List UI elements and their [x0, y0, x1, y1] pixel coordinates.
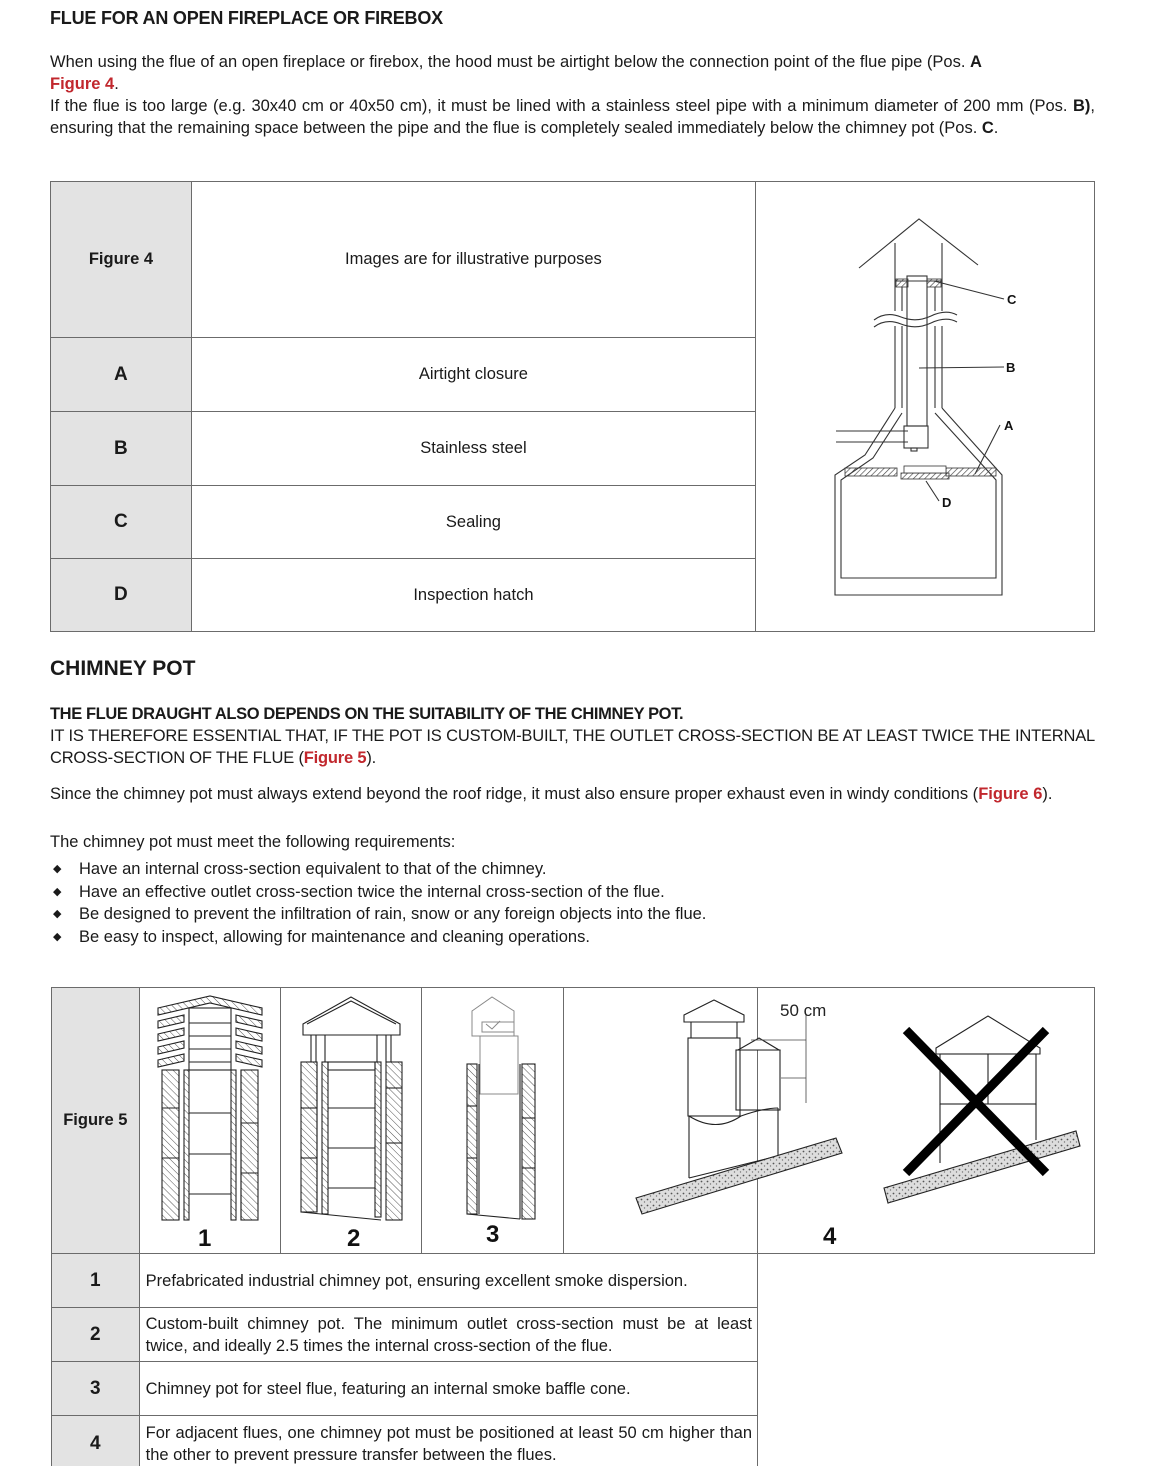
figure-4-link[interactable]: Figure 4 [50, 75, 115, 93]
table-row [52, 1308, 1095, 1362]
section-title-flue: FLUE FOR AN OPEN FIREPLACE OR FIREBOX [50, 8, 443, 28]
pos-a-ref: A [970, 53, 982, 71]
legend-key: B [51, 412, 192, 486]
diagram-label-b: B [1005, 359, 1016, 375]
diagram-label-d: D [941, 494, 952, 510]
pot-key: 2 [52, 1308, 140, 1362]
diagram-label-a: A [1003, 417, 1014, 433]
pot-description: Chimney pot for steel flue, featuring an internal smoke baffle cone. [139, 1362, 757, 1416]
illustrative-note: Images are for illustrative purposes [191, 182, 755, 338]
open-fireplace-flue-diagram [756, 183, 1094, 631]
bullet-diamond-icon: ◆ [53, 931, 62, 944]
pot-number-1: 1 [197, 1225, 211, 1252]
pos-b-ref: B) [1072, 97, 1091, 115]
dimension-label-50cm: 50 cm [780, 1001, 827, 1020]
figure-5-label: Figure 5 [52, 988, 140, 1254]
figure-4-diagram-cell [755, 182, 1094, 632]
figure-5-table [51, 987, 1095, 1466]
flue-paragraph-2: If the flue is too large (e.g. 30x40 cm or 40x50 cm), it must be lined with a stainless steel pipe with a minimum diameter of 200 mm (Pos. B), ensuring that the remaining space between the pipe and the flue is completely sealed immediately below the chimney pot (Pos. C. [50, 97, 1095, 137]
legend-value: Stainless steel [191, 412, 755, 486]
adjacent-flues-chimney-pots-illustration [616, 988, 1094, 1252]
requirements-list [50, 858, 706, 949]
pot-key: 1 [52, 1254, 140, 1308]
legend-value: Inspection hatch [191, 559, 755, 632]
pot-number-3: 3 [485, 1221, 499, 1248]
table-row [51, 182, 1095, 338]
bullet-diamond-icon: ◆ [53, 908, 62, 921]
table-row [52, 1254, 1095, 1308]
bullet-diamond-icon: ◆ [53, 863, 62, 875]
draught-statement: THE FLUE DRAUGHT ALSO DEPENDS ON THE SUITABILITY OF THE CHIMNEY POT. [50, 705, 684, 723]
steel-flue-chimney-pot-illustration [422, 988, 563, 1252]
section-title-chimney-pot: CHIMNEY POT [50, 657, 196, 680]
pot-description: Prefabricated industrial chimney pot, ensuring excellent smoke dispersion. [139, 1254, 757, 1308]
prefabricated-chimney-pot-illustration [140, 988, 280, 1252]
figure-6-link[interactable]: Figure 6 [978, 785, 1043, 803]
custom-built-chimney-pot-illustration [281, 988, 421, 1252]
pot-description: For adjacent flues, one chimney pot must be positioned at least 50 cm higher than the other to prevent pressure transfer between the flues. [139, 1416, 757, 1466]
pot-3-cell [421, 988, 563, 1254]
diagram-label-c: C [1006, 291, 1017, 307]
pos-c-ref: C [981, 119, 994, 137]
pot-key: 3 [52, 1362, 140, 1416]
figure-4-table [50, 181, 1095, 632]
figure-4-label: Figure 4 [51, 182, 192, 338]
list-item: ◆ Be designed to prevent the infiltration of rain, snow or any foreign objects into the flue. [50, 903, 706, 926]
figure-5-link[interactable]: Figure 5 [303, 749, 367, 767]
legend-key: C [51, 486, 192, 559]
windy-conditions-paragraph: Since the chimney pot must always extend beyond the roof ridge, it must also ensure proper exhaust even in windy conditions (Figure 6). [50, 785, 1053, 803]
pot-2-cell [280, 988, 421, 1254]
list-item: ◆ Have an effective outlet cross-section twice the internal cross-section of the flue. [50, 881, 706, 904]
list-item: ◆ Be easy to inspect, allowing for maintenance and cleaning operations. [50, 926, 706, 949]
legend-key: D [51, 559, 192, 632]
table-row [52, 1416, 1095, 1466]
legend-value: Airtight closure [191, 338, 755, 412]
pot-number-2: 2 [346, 1225, 360, 1252]
legend-key: A [51, 338, 192, 412]
flue-paragraph-1: When using the flue of an open fireplace or firebox, the hood must be airtight below the connection point of the flue pipe (Pos. A Figure 4. [50, 53, 982, 93]
pot-1-cell [139, 988, 280, 1254]
pot-key: 4 [52, 1416, 140, 1466]
list-item: ◆ Have an internal cross-section equivalent to that of the chimney. [50, 858, 706, 881]
legend-value: Sealing [191, 486, 755, 559]
chimney-pot-warning [50, 703, 1095, 769]
pot-number-4: 4 [823, 1223, 837, 1250]
bullet-diamond-icon: ◆ [53, 885, 62, 898]
pot-4-illustration-cell [758, 988, 1095, 1254]
requirements-intro: The chimney pot must meet the following requirements: [50, 833, 456, 851]
table-row [52, 988, 1095, 1254]
pot-description: Custom-built chimney pot. The minimum outlet cross-section must be at least twice, and ideally 2.5 times the internal cross-section of the flue. [139, 1308, 757, 1362]
cross-section-statement: IT IS THEREFORE ESSENTIAL THAT, IF THE POT IS CUSTOM-BUILT, THE OUTLET CROSS-SECTION BE AT LEAST TWICE THE INTERNAL CROSS-SECTION OF THE FLUE (Figure 5). [50, 727, 1095, 767]
table-row [52, 1362, 1095, 1416]
